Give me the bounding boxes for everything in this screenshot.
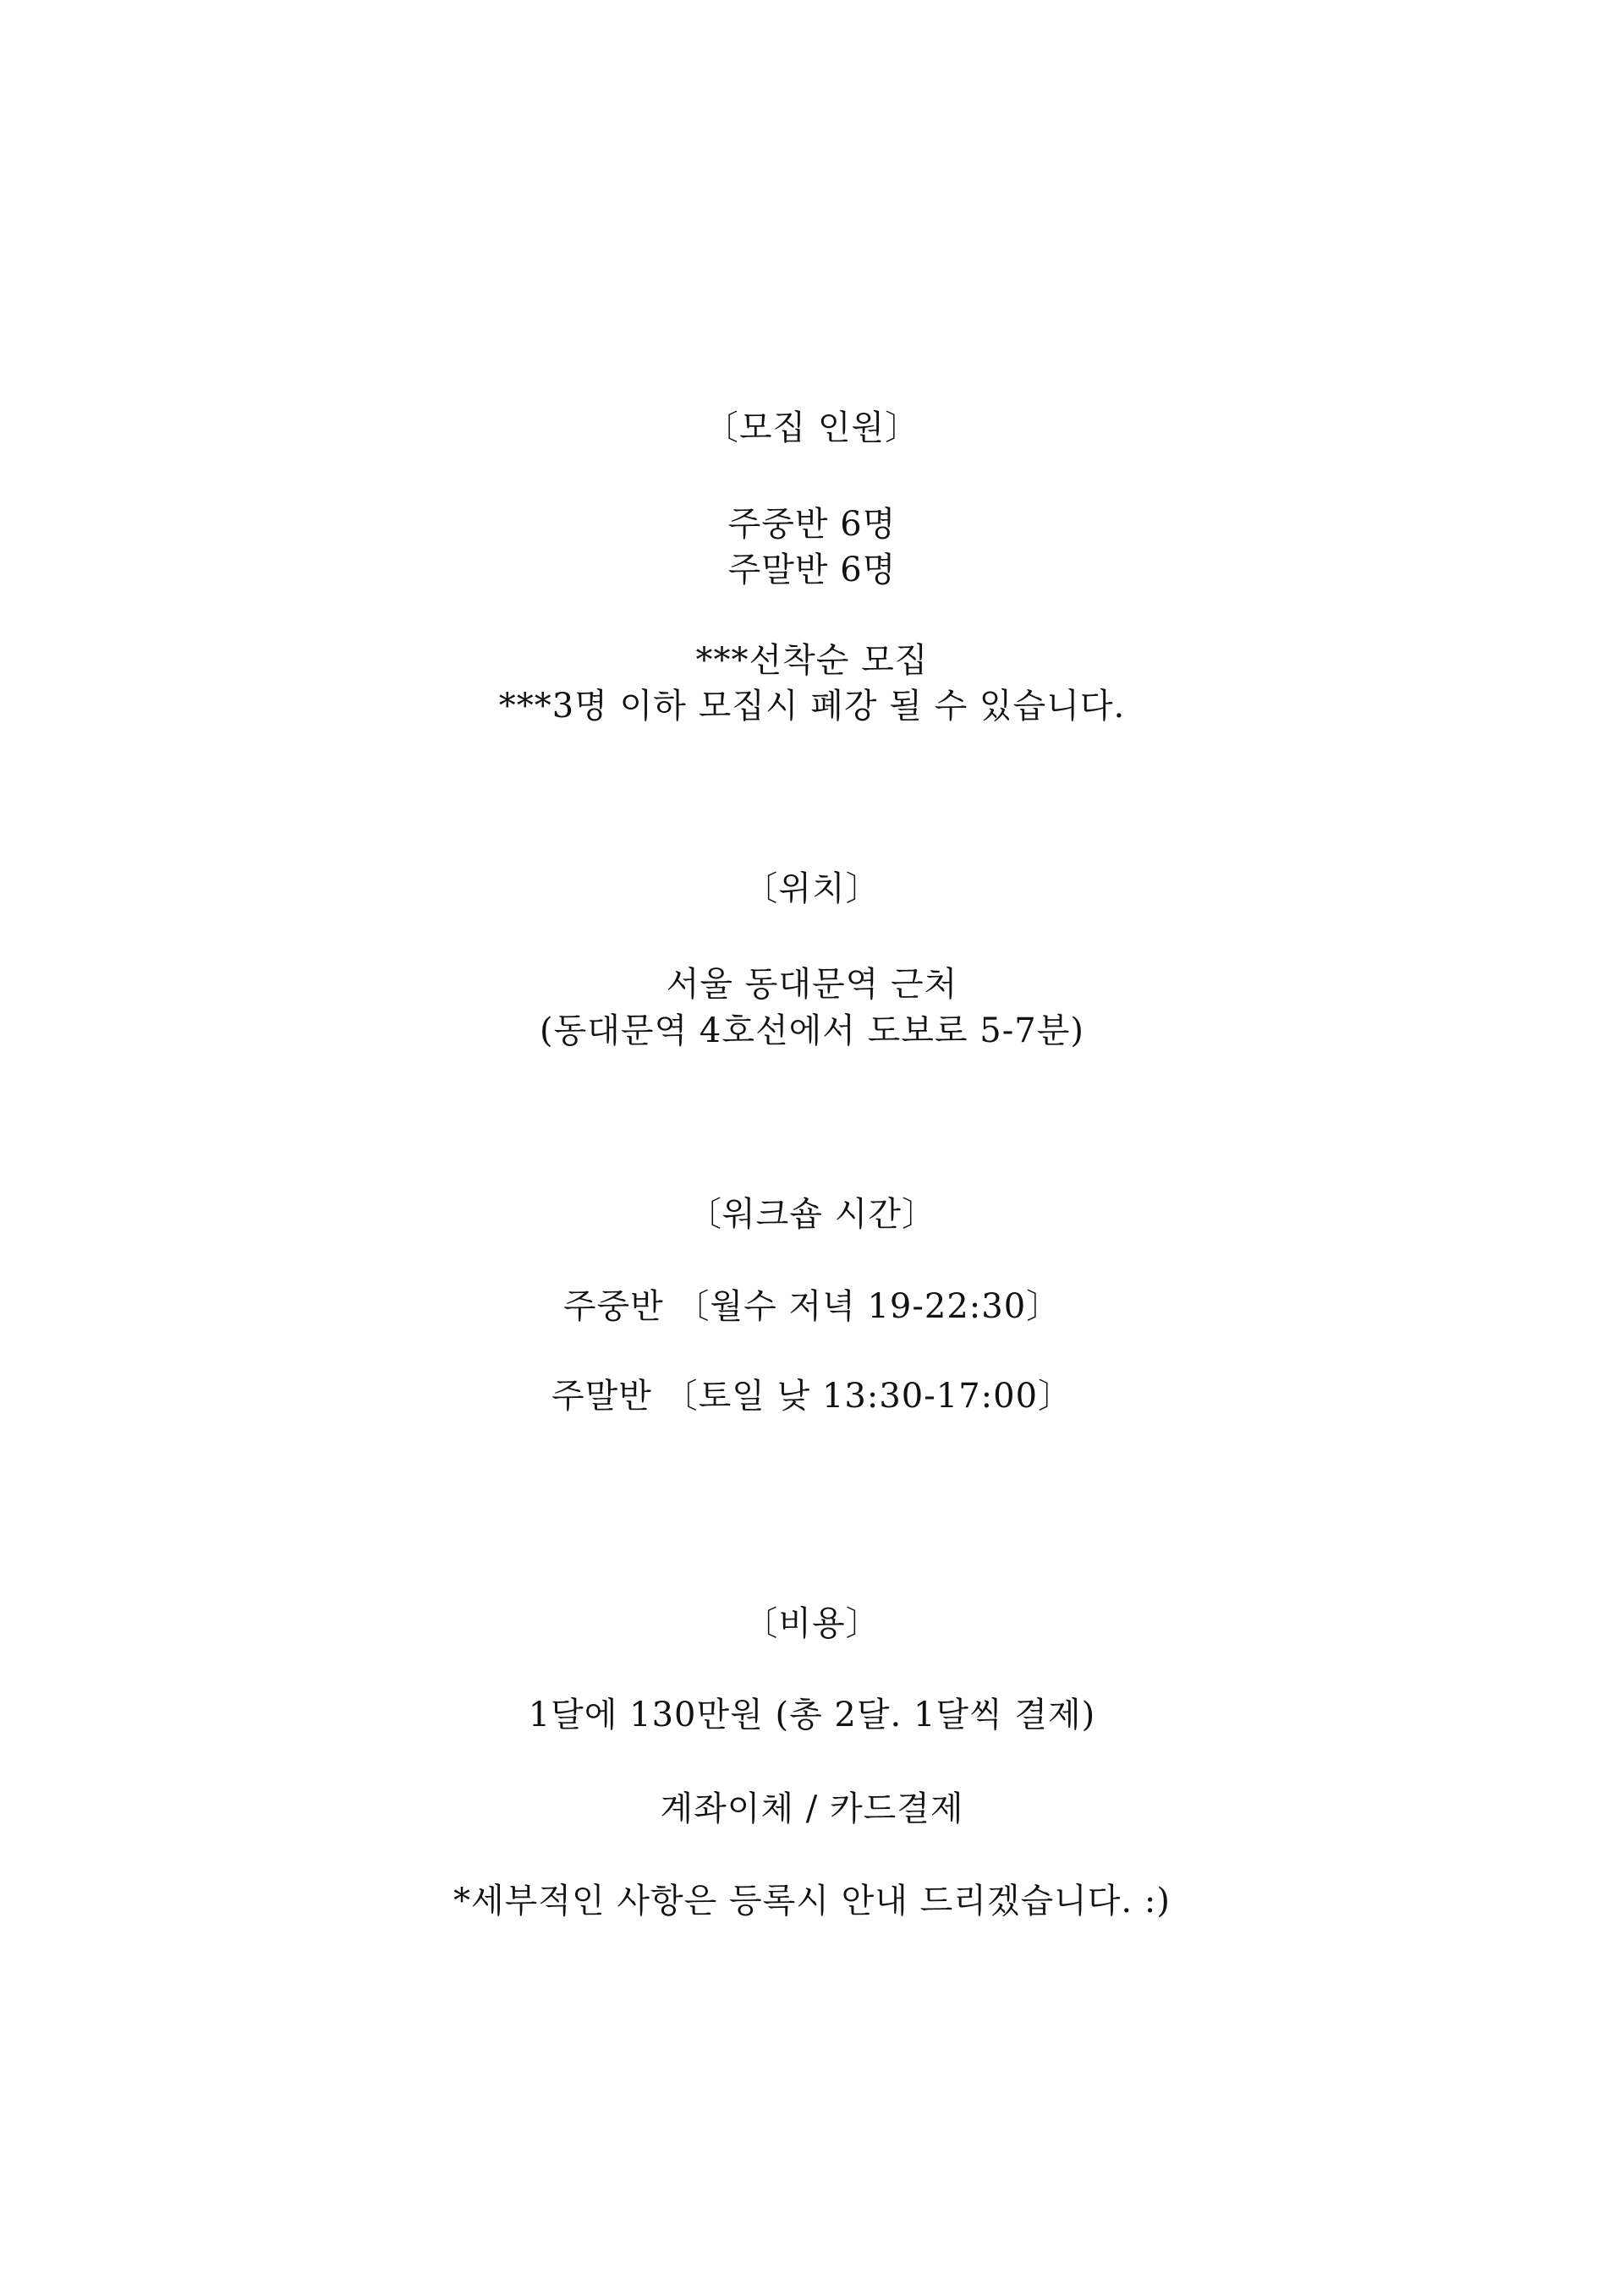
schedule-weekend: 주말반 〔토일 낮 13:30-17:00〕 [551,1377,1073,1416]
location-place: 서울 동대문역 근처 [666,965,958,1004]
recruitment-note-first-come: ***선착순 모집 [695,641,929,680]
recruitment-heading: 〔모집 인원〕 [704,408,920,447]
cost-heading: 〔비용〕 [743,1604,881,1643]
location-heading: 〔위치〕 [743,869,881,908]
recruitment-note-cancellation: ***3명 이하 모집시 폐강 될 수 있습니다. [498,687,1126,726]
recruitment-weekday: 주중반 6명 [727,505,897,544]
cost-price: 1달에 130만원 (총 2달. 1달씩 결제) [528,1696,1096,1734]
schedule-weekday: 주중반 〔월수 저녁 19-22:30〕 [562,1287,1062,1326]
recruitment-weekend: 주말반 6명 [727,551,897,589]
schedule-heading: 〔워크숍 시간〕 [688,1195,936,1234]
cost-payment-methods: 계좌이체 / 카드결제 [660,1789,964,1828]
cost-note: *세부적인 사항은 등록시 안내 드리겠습니다. :) [453,1882,1171,1921]
location-directions: (동대문역 4호선에서 도보로 5-7분) [540,1011,1084,1050]
